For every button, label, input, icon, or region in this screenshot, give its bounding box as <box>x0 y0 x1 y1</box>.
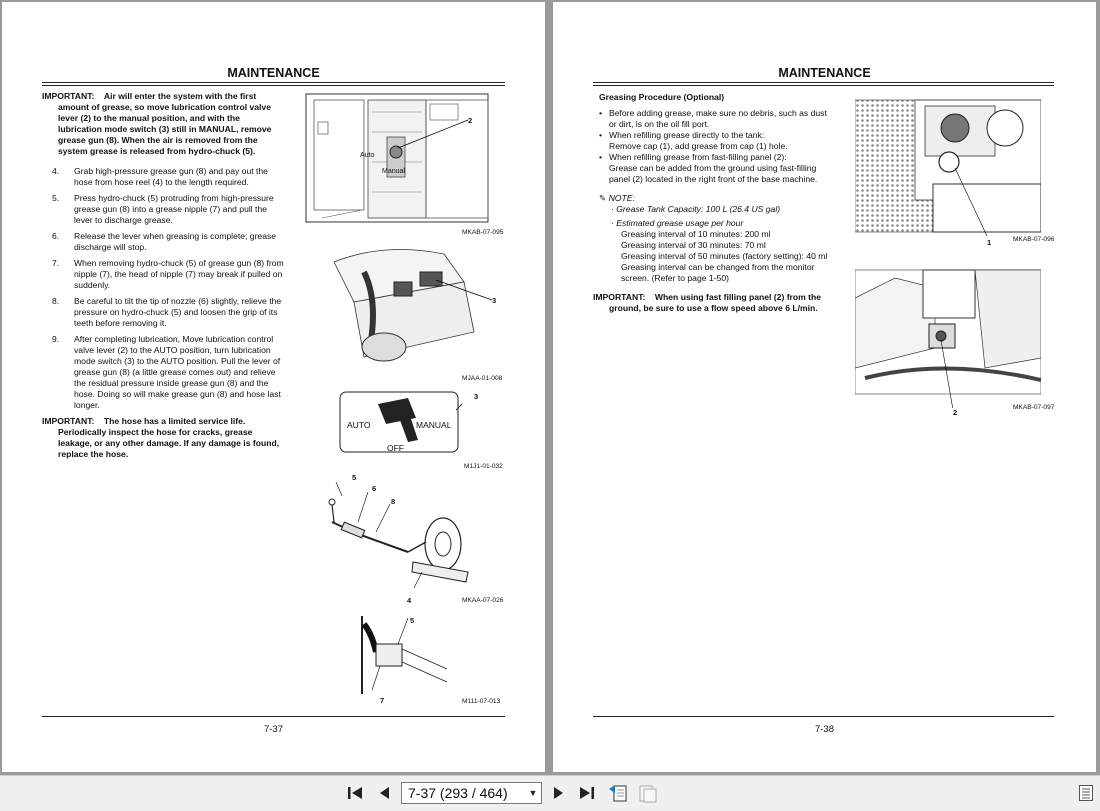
list-icon <box>1078 784 1094 802</box>
first-page-icon <box>346 785 364 801</box>
bullet-list <box>599 108 835 185</box>
figure-grease-gun-reel <box>318 472 478 602</box>
figure-caption: MKAB-07-096 <box>1013 236 1055 243</box>
callout-4: 4 <box>407 596 412 605</box>
figure-fast-filling-panel <box>855 268 1041 408</box>
step-item: 4. Grab high-pressure grease gun (8) and pay out the hose from hose reel (4) to the length required. <box>52 166 268 187</box>
previous-page-icon <box>377 785 391 801</box>
callout-6: 6 <box>372 484 377 493</box>
usage-lines: Greasing interval of 10 minutes: 200 ml Greasing interval of 30 minutes: 70 ml Greasing interval of 50 minutes (factory setting): 40 ml Greasing interval can be changed from the monitor screen. (Refer to page 1-50) <box>621 229 828 283</box>
figure-caption: MKAB-07-095 <box>462 229 504 236</box>
right-text-column <box>593 92 835 314</box>
important-note: IMPORTANT: When using fast filling panel (2) from the ground, be sure to use a flow speed above 6 L/min. <box>593 292 822 313</box>
callout-3: 3 <box>492 296 497 305</box>
go-forward-button[interactable] <box>636 783 660 803</box>
note-block: ✎ NOTE: <box>599 193 635 203</box>
figure-hydro-chuck-nipple <box>352 614 462 704</box>
footer-rule <box>593 716 1054 717</box>
figure-caption: MKAB-07-097 <box>1013 404 1055 411</box>
page-number-select[interactable] <box>401 782 542 804</box>
step-item: 5. Press hydro-chuck (5) protruding from high-pressure grease gun (8) into a grease nipple (7) and pull the lever to discharge grease. <box>52 193 274 225</box>
go-back-icon <box>607 783 629 803</box>
dropdown-arrow-icon: ▼ <box>528 788 538 798</box>
important-note-1: IMPORTANT: Air will enter the system with the first amount of grease, so move lubrication control valve lever (2) to the manual position, and with the lubrication mode switch (3) still in MANUAL, remove grease gun (8). When the air is removed from the system grease is released from hydro-chuck (5). <box>42 91 272 156</box>
callout-2: 2 <box>468 116 473 125</box>
page-number: 7-37 <box>263 724 283 735</box>
previous-page-button[interactable] <box>374 783 394 803</box>
callout-7: 7 <box>380 696 385 705</box>
page-header: MAINTENANCE <box>778 66 871 80</box>
figure-caption: MJAA-01-008 <box>462 375 503 382</box>
callout-manual: Manual <box>382 168 405 175</box>
bullet-item: • When refilling grease from fast-filling panel (2): Grease can be added from the ground using fast-filling panel (2) located in the right front of the base machine. <box>599 152 818 184</box>
switch-label-manual: MANUAL <box>416 420 452 430</box>
figure-lubrication-valve <box>302 92 492 227</box>
callout-3: 3 <box>474 392 479 401</box>
figure-caption: M1J1-01-032 <box>464 463 503 470</box>
callout-5: 5 <box>410 616 415 625</box>
sidebar-toggle-button[interactable] <box>1076 783 1096 803</box>
last-page-button[interactable] <box>576 783 598 803</box>
page-number: 7-38 <box>814 724 834 735</box>
page-indicator: 7-37 (293 / 464) <box>408 785 508 801</box>
viewer-toolbar <box>0 775 1100 811</box>
callout-auto: Auto <box>360 152 375 159</box>
figure-grease-tank-cap <box>855 98 1041 236</box>
figure-caption: M111-07-013 <box>462 698 501 705</box>
important-note-2: IMPORTANT: The hose has a limited service life. Periodically inspect the hose for cracks, grease leakage, or any other damage. If any damage is found, replace the hose. <box>42 416 280 459</box>
switch-label-off: OFF <box>387 443 404 453</box>
section-title: Greasing Procedure (Optional) <box>599 92 725 102</box>
callout-5: 5 <box>352 473 357 482</box>
last-page-icon <box>578 785 596 801</box>
switch-label-auto: AUTO <box>347 420 371 430</box>
next-page-icon <box>552 785 566 801</box>
step-item: 6. Release the lever when greasing is complete; grease discharge will stop. <box>52 231 277 252</box>
header-rule-thin <box>593 85 1054 86</box>
footer-rule <box>42 716 505 717</box>
step-item: 7. When removing hydro-chuck (5) of grease gun (8) from nipple (7), the head of nipple (7) may break if pulled on suddenly. <box>52 258 284 290</box>
page-left <box>2 2 545 772</box>
step-item: 9. After completing lubrication, Move lubrication control valve lever (2) to the AUTO position, turn lubrication mode switch (3) to the AUTO position. Pull the lever of grease gun (8) (a little grease comes out) and relieve the residual pressure inside grease gun (8) and the hose. Doing so will make grease gun (8) and hose last longer. <box>52 334 281 410</box>
go-back-button[interactable] <box>606 783 630 803</box>
header-rule-thin <box>42 85 505 86</box>
note-item: · Grease Tank Capacity: 100 L (26.4 US gal) <box>611 204 781 214</box>
bullet-item: • When refilling grease directly to the tank: Remove cap (1), add grease from cap (1) hole. <box>599 130 788 151</box>
callout-1: 1 <box>987 238 992 247</box>
note-pencil-icon: ✎ <box>599 193 607 203</box>
steps-list <box>42 166 284 411</box>
header-rule <box>593 82 1054 83</box>
callout-8: 8 <box>391 497 396 506</box>
callout-2: 2 <box>953 408 958 417</box>
bullet-item: • Before adding grease, make sure no debris, such as dust or dirt, is on the oil fill port. <box>599 108 827 129</box>
next-page-button[interactable] <box>549 783 569 803</box>
first-page-button[interactable] <box>344 783 366 803</box>
figure-cab-console <box>324 242 504 372</box>
note-item: · Estimated grease usage per hour <box>611 218 744 228</box>
figure-caption: MKAA-07-026 <box>462 597 504 604</box>
header-rule <box>42 82 505 83</box>
page-header: MAINTENANCE <box>227 66 320 80</box>
left-text-column <box>42 91 284 460</box>
go-forward-icon <box>637 783 659 803</box>
step-item: 8. Be careful to tilt the tip of nozzle (6) slightly, relieve the pressure on hydro-chuck (5) and loosen the grip of its teeth before removing it. <box>52 296 282 328</box>
page-right <box>553 2 1096 772</box>
